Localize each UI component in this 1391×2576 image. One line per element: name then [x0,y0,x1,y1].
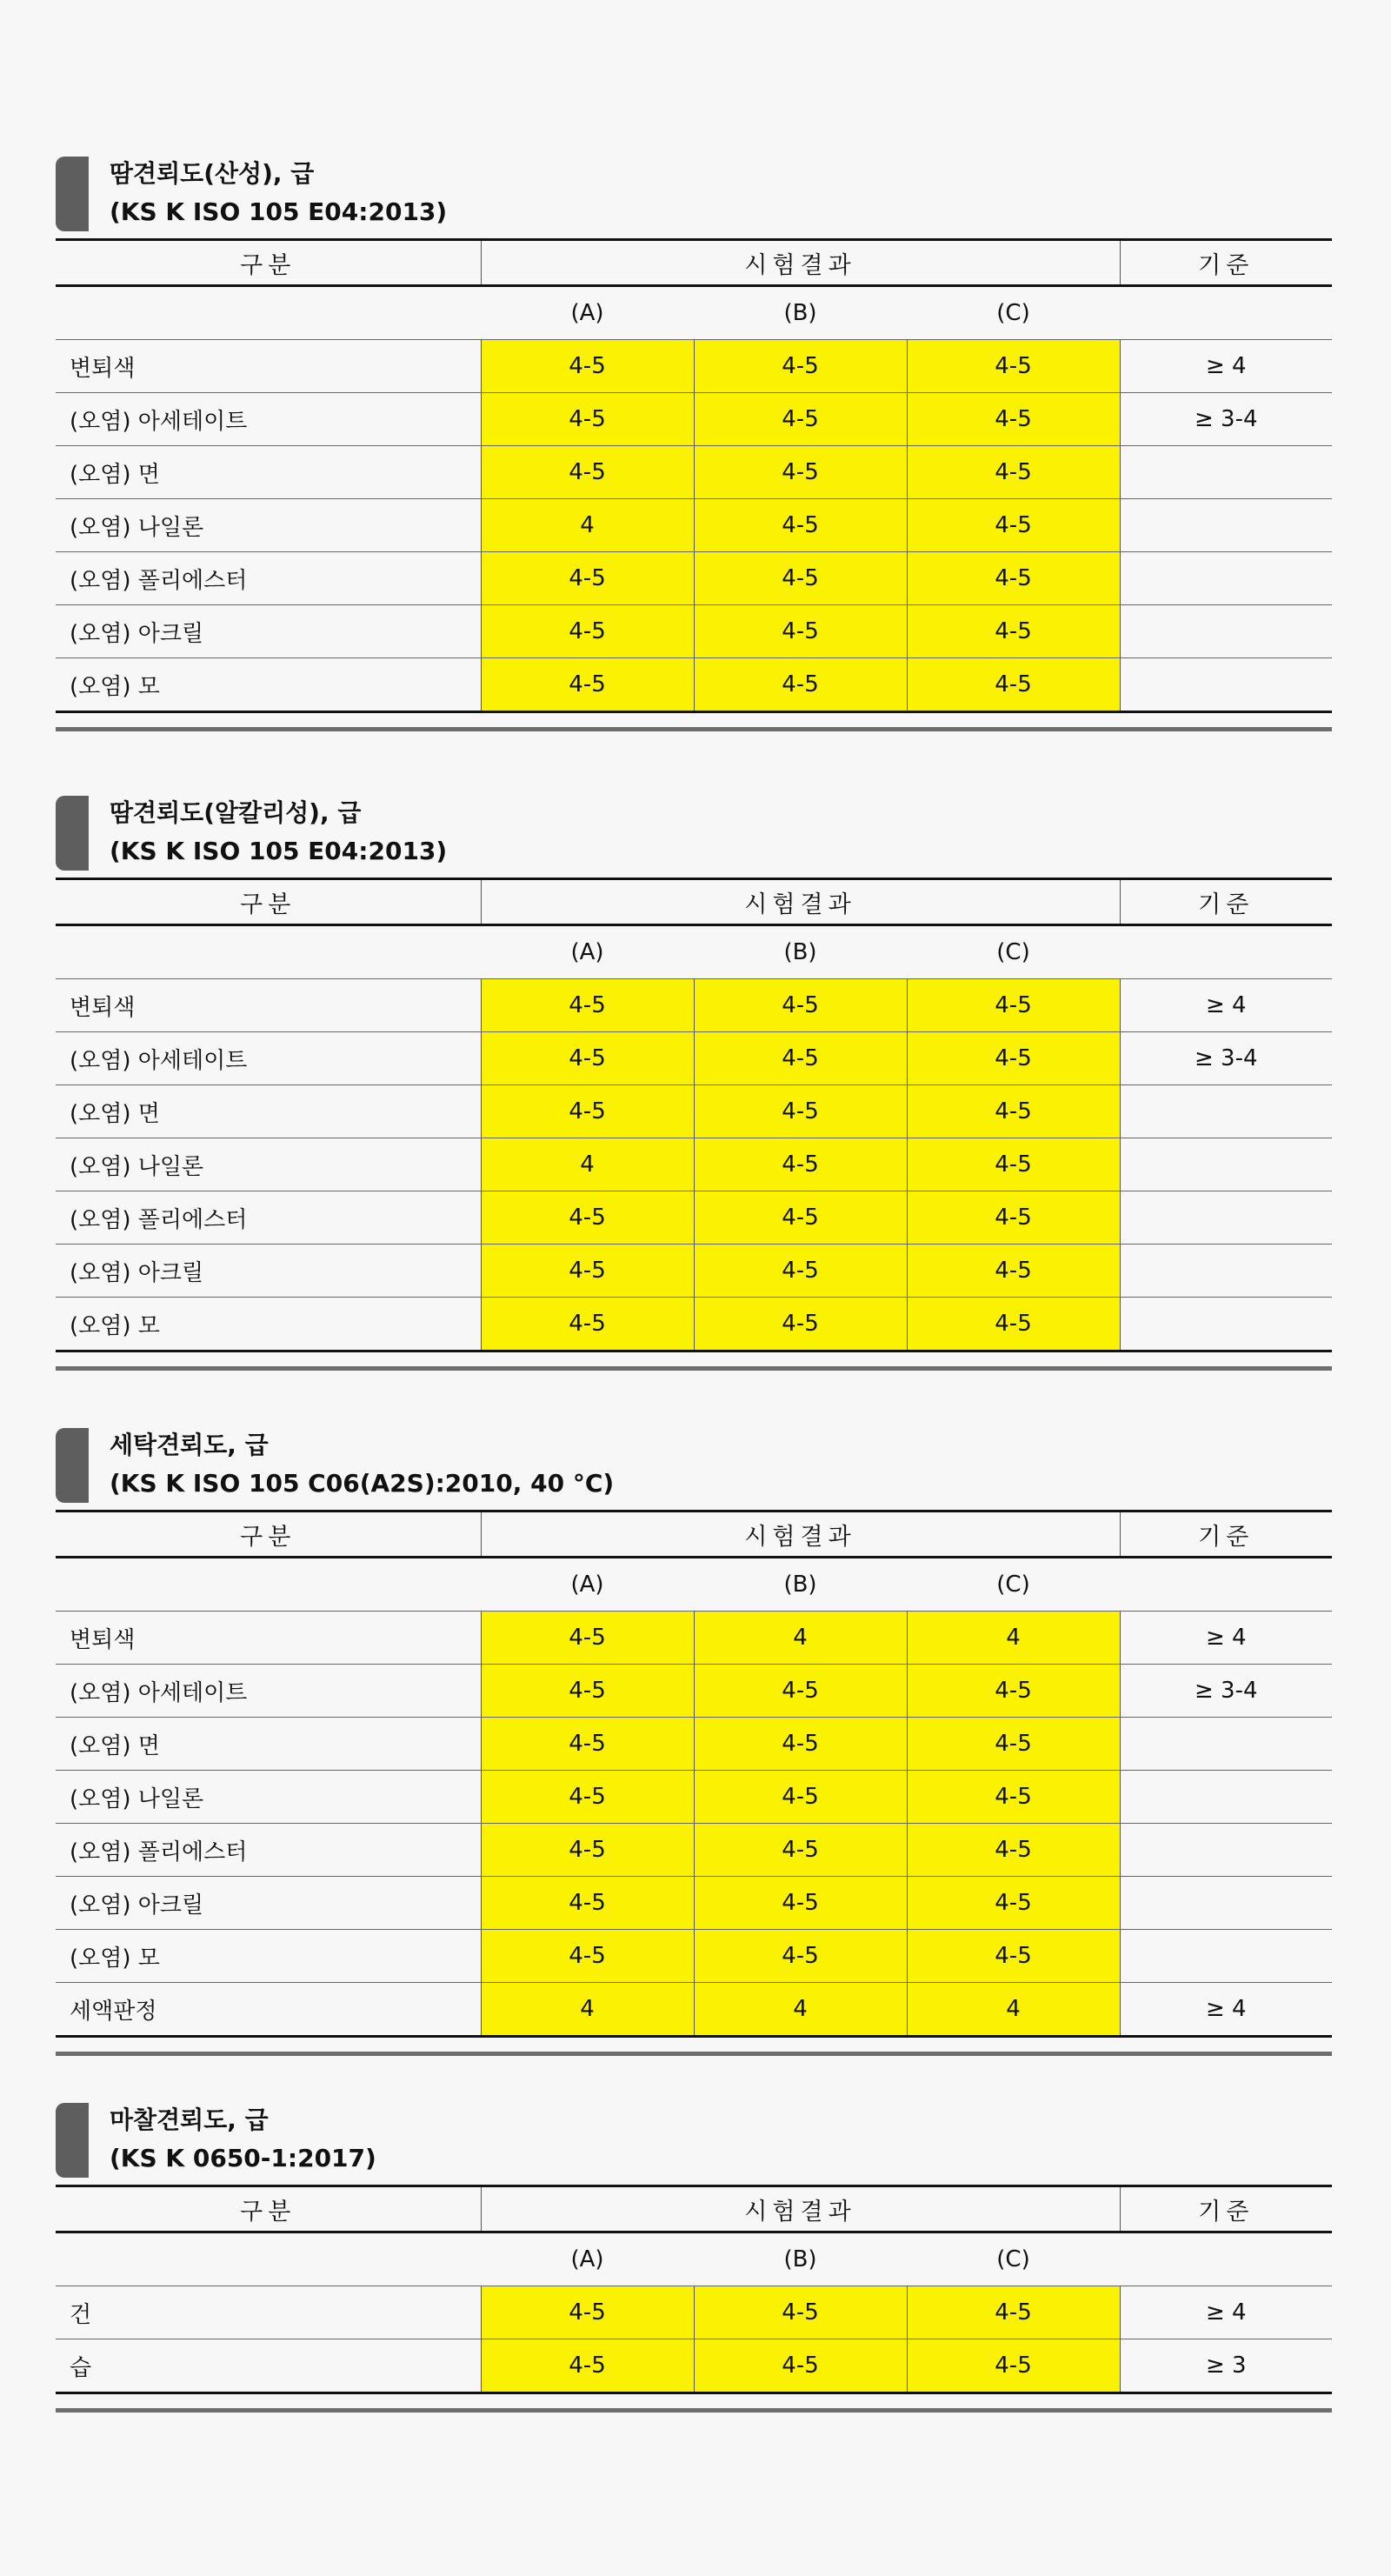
sample-a-header: (A) [481,1558,694,1612]
table-row [56,340,1332,393]
result-cell-b: 4-5 [694,658,907,712]
section-title [110,2101,376,2178]
standard-cell: ≥ 4 [1120,1983,1332,2037]
standard-cell [1120,1718,1332,1771]
table-row [56,979,1332,1032]
sample-c-header: (C) [907,925,1120,979]
section-marker [56,1428,89,1503]
result-cell-a: 4-5 [481,2339,694,2393]
section-title-line2: (KS K ISO 105 C06(A2S):2010, 40 °C) [110,1469,615,1498]
row-label: 습 [56,2339,481,2393]
result-cell-c: 4-5 [907,499,1120,552]
section-washing-fastness [56,1426,1332,2056]
subheader-blank [1120,925,1332,979]
table-row [56,446,1332,499]
section-header [56,794,1332,878]
result-cell-b: 4 [694,1612,907,1665]
result-cell-b: 4-5 [694,605,907,658]
row-label: (오염) 폴리에스터 [56,1191,481,1245]
sample-b-header: (B) [694,286,907,340]
table-row [56,2339,1332,2393]
result-cell-a: 4-5 [481,393,694,446]
result-cell-b: 4-5 [694,1824,907,1877]
results-table [56,878,1332,1352]
table-row [56,1085,1332,1138]
section-header [56,1426,1332,1510]
result-cell-b: 4-5 [694,1877,907,1930]
result-cell-a: 4-5 [481,1877,694,1930]
section-title [110,155,447,231]
standard-cell [1120,658,1332,712]
section-header [56,2101,1332,2185]
section-acid-perspiration [56,155,1332,731]
result-cell-a: 4 [481,499,694,552]
result-cell-b: 4 [694,1983,907,2037]
result-cell-c: 4-5 [907,1718,1120,1771]
section-title-line1: 세탁견뢰도, 급 [110,1431,269,1459]
section-divider [56,2408,1332,2412]
result-cell-a: 4 [481,1138,694,1191]
header-standard: 기준 [1120,2186,1332,2232]
table-row [56,1191,1332,1245]
standard-cell [1120,1930,1332,1983]
sample-b-header: (B) [694,1558,907,1612]
standard-cell [1120,552,1332,605]
row-label: (오염) 면 [56,1085,481,1138]
result-cell-a: 4-5 [481,340,694,393]
header-standard: 기준 [1120,240,1332,286]
result-cell-b: 4-5 [694,1032,907,1085]
result-cell-b: 4-5 [694,393,907,446]
standard-cell [1120,1245,1332,1298]
subheader-blank [1120,2232,1332,2286]
result-cell-c: 4-5 [907,979,1120,1032]
table-row [56,552,1332,605]
row-label: (오염) 폴리에스터 [56,1824,481,1877]
table-row [56,2286,1332,2339]
standard-cell [1120,1877,1332,1930]
section-marker [56,2103,89,2178]
subheader-blank [56,1558,481,1612]
result-cell-a: 4-5 [481,1245,694,1298]
result-cell-b: 4-5 [694,552,907,605]
subheader-blank [56,286,481,340]
result-cell-a: 4-5 [481,979,694,1032]
result-cell-a: 4-5 [481,605,694,658]
section-title [110,1426,614,1503]
result-cell-a: 4-5 [481,1298,694,1351]
header-category: 구분 [56,240,481,286]
header-results: 시험결과 [481,879,1120,925]
result-cell-c: 4-5 [907,1824,1120,1877]
row-label: (오염) 나일론 [56,1138,481,1191]
section-title-line2: (KS K ISO 105 E04:2013) [110,837,448,865]
section-title [110,794,447,871]
result-cell-c: 4 [907,1612,1120,1665]
result-cell-c: 4-5 [907,446,1120,499]
standard-cell: ≥ 4 [1120,979,1332,1032]
standard-cell [1120,1771,1332,1824]
result-cell-a: 4-5 [481,1032,694,1085]
subheader-blank [1120,286,1332,340]
section-title-line2: (KS K ISO 105 E04:2013) [110,197,448,226]
standard-cell: ≥ 3-4 [1120,1665,1332,1718]
table-row [56,1771,1332,1824]
table-row [56,1298,1332,1351]
table-row [56,499,1332,552]
result-cell-b: 4-5 [694,2339,907,2393]
section-divider [56,1366,1332,1371]
section-header [56,155,1332,238]
result-cell-a: 4-5 [481,1085,694,1138]
row-label: 변퇴색 [56,1612,481,1665]
standard-cell: ≥ 4 [1120,2286,1332,2339]
section-marker [56,796,89,871]
result-cell-b: 4-5 [694,1930,907,1983]
row-label: 변퇴색 [56,979,481,1032]
result-cell-b: 4-5 [694,1298,907,1351]
result-cell-c: 4-5 [907,605,1120,658]
results-table [56,1510,1332,2038]
result-cell-c: 4-5 [907,2286,1120,2339]
result-cell-b: 4-5 [694,2286,907,2339]
table-row [56,605,1332,658]
standard-cell [1120,446,1332,499]
row-label: (오염) 모 [56,1298,481,1351]
section-divider [56,2052,1332,2056]
sample-c-header: (C) [907,286,1120,340]
results-table [56,2185,1332,2394]
result-cell-c: 4 [907,1983,1120,2037]
result-cell-b: 4-5 [694,1085,907,1138]
header-standard: 기준 [1120,1512,1332,1558]
row-label: (오염) 면 [56,1718,481,1771]
result-cell-a: 4 [481,1983,694,2037]
result-cell-c: 4-5 [907,1665,1120,1718]
result-cell-a: 4-5 [481,552,694,605]
sample-a-header: (A) [481,2232,694,2286]
result-cell-a: 4-5 [481,1612,694,1665]
row-label: 건 [56,2286,481,2339]
table-row [56,658,1332,712]
standard-cell: ≥ 4 [1120,1612,1332,1665]
result-cell-c: 4-5 [907,1771,1120,1824]
row-label: 세액판정 [56,1983,481,2037]
result-cell-c: 4-5 [907,1191,1120,1245]
header-category: 구분 [56,879,481,925]
standard-cell [1120,1138,1332,1191]
row-label: (오염) 아세테이트 [56,393,481,446]
row-label: (오염) 나일론 [56,499,481,552]
row-label: (오염) 아세테이트 [56,1665,481,1718]
subheader-blank [1120,1558,1332,1612]
result-cell-c: 4-5 [907,1245,1120,1298]
header-category: 구분 [56,1512,481,1558]
section-title-line1: 마찰견뢰도, 급 [110,2106,269,2134]
sample-a-header: (A) [481,286,694,340]
result-cell-a: 4-5 [481,658,694,712]
result-cell-c: 4-5 [907,1138,1120,1191]
result-cell-b: 4-5 [694,1191,907,1245]
standard-cell [1120,499,1332,552]
result-cell-b: 4-5 [694,1138,907,1191]
sample-a-header: (A) [481,925,694,979]
result-cell-b: 4-5 [694,1245,907,1298]
result-cell-a: 4-5 [481,1930,694,1983]
table-row [56,1930,1332,1983]
sample-b-header: (B) [694,925,907,979]
result-cell-a: 4-5 [481,2286,694,2339]
row-label: (오염) 폴리에스터 [56,552,481,605]
result-cell-b: 4-5 [694,499,907,552]
section-title-line1: 땀견뢰도(알칼리성), 급 [110,798,362,827]
result-cell-a: 4-5 [481,446,694,499]
sample-c-header: (C) [907,1558,1120,1612]
table-row [56,1877,1332,1930]
table-row [56,1718,1332,1771]
section-alkaline-perspiration [56,794,1332,1371]
result-cell-c: 4-5 [907,1032,1120,1085]
standard-cell [1120,1191,1332,1245]
row-label: 변퇴색 [56,340,481,393]
table-row [56,1665,1332,1718]
result-cell-b: 4-5 [694,446,907,499]
standard-cell: ≥ 4 [1120,340,1332,393]
row-label: (오염) 모 [56,658,481,712]
header-results: 시험결과 [481,240,1120,286]
section-title-line2: (KS K 0650-1:2017) [110,2144,376,2172]
result-cell-c: 4-5 [907,552,1120,605]
section-marker [56,157,89,231]
results-table [56,238,1332,713]
result-cell-b: 4-5 [694,340,907,393]
result-cell-c: 4-5 [907,1930,1120,1983]
section-rubbing-fastness [56,2101,1332,2412]
result-cell-a: 4-5 [481,1718,694,1771]
subheader-blank [56,925,481,979]
row-label: (오염) 아세테이트 [56,1032,481,1085]
table-row [56,1245,1332,1298]
result-cell-c: 4-5 [907,1298,1120,1351]
result-cell-b: 4-5 [694,1665,907,1718]
result-cell-c: 4-5 [907,340,1120,393]
table-row [56,1138,1332,1191]
result-cell-c: 4-5 [907,658,1120,712]
result-cell-a: 4-5 [481,1191,694,1245]
header-results: 시험결과 [481,1512,1120,1558]
header-standard: 기준 [1120,879,1332,925]
row-label: (오염) 아크릴 [56,1245,481,1298]
standard-cell [1120,1085,1332,1138]
row-label: (오염) 모 [56,1930,481,1983]
result-cell-c: 4-5 [907,393,1120,446]
standard-cell: ≥ 3 [1120,2339,1332,2393]
result-cell-b: 4-5 [694,979,907,1032]
standard-cell [1120,1824,1332,1877]
section-divider [56,727,1332,731]
result-cell-b: 4-5 [694,1771,907,1824]
table-row [56,1612,1332,1665]
result-cell-c: 4-5 [907,2339,1120,2393]
subheader-blank [56,2232,481,2286]
standard-cell [1120,605,1332,658]
standard-cell [1120,1298,1332,1351]
result-cell-a: 4-5 [481,1665,694,1718]
table-row [56,1983,1332,2037]
header-results: 시험결과 [481,2186,1120,2232]
standard-cell: ≥ 3-4 [1120,393,1332,446]
header-category: 구분 [56,2186,481,2232]
standard-cell: ≥ 3-4 [1120,1032,1332,1085]
row-label: (오염) 아크릴 [56,605,481,658]
row-label: (오염) 아크릴 [56,1877,481,1930]
sample-b-header: (B) [694,2232,907,2286]
row-label: (오염) 면 [56,446,481,499]
result-cell-c: 4-5 [907,1877,1120,1930]
result-cell-c: 4-5 [907,1085,1120,1138]
table-row [56,393,1332,446]
result-cell-a: 4-5 [481,1824,694,1877]
table-row [56,1824,1332,1877]
row-label: (오염) 나일론 [56,1771,481,1824]
result-cell-b: 4-5 [694,1718,907,1771]
section-title-line1: 땀견뢰도(산성), 급 [110,159,315,188]
sample-c-header: (C) [907,2232,1120,2286]
result-cell-a: 4-5 [481,1771,694,1824]
table-row [56,1032,1332,1085]
